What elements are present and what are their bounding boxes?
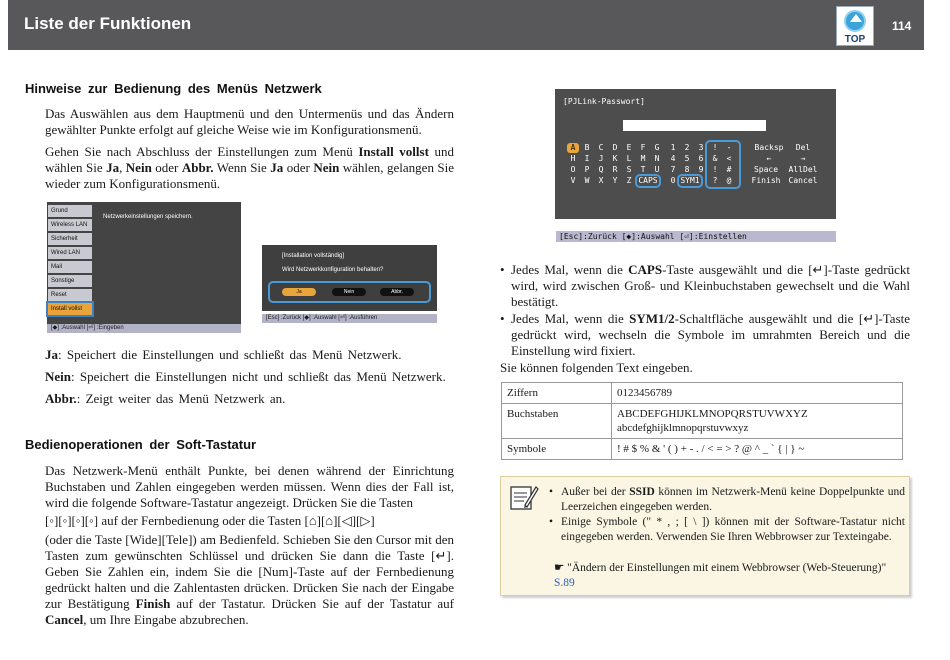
key-sym-hash: # (726, 165, 732, 174)
table-label: Buchstaben (502, 404, 612, 439)
paragraph-install: Gehen Sie nach Abschluss der Einstellungen zum Menü Install vollst und wählen Sie Ja, Nein oder Abbr. Wenn Sie Ja oder Nein wählen, gelangen Sie wieder zum Konfigurationsmenü. (45, 144, 455, 191)
key-N: N (654, 154, 660, 163)
key-sym-question: ? (712, 176, 718, 185)
paragraph-keyboard-2: [◦][◦][◦][◦] auf der Fernbedienung oder die Tasten [⌂][⌂][◁][▷] (45, 513, 375, 528)
table-value: 0123456789 (612, 383, 903, 404)
paragraph-keyboard-3: (oder die Taste [Wide][Tele]) am Bedienfeld. Schieben Sie den Cursor mit den Tasten zum gewünschten Schlüssel und drücken Sie dann die Taste [↵]. Geben Sie Zahlen ein, indem Sie die [Num]-Taste auf der Fernbedienung gedrückt halten und die Zahlentasten drücken. Drücken Sie nach der Eingabe zur Bestätigung Finish auf der Tastatur. Drücken Sie auf der Tastatur auf Cancel, um Ihre Eingabe abzubrechen. (45, 532, 454, 627)
key-6: 6 (698, 154, 704, 163)
key-sym1: SYM1 (680, 176, 700, 185)
key-L: L (626, 154, 632, 163)
bullet-caps: • Jedes Mal, wenn die CAPS-Taste ausgewählt und die [↵]-Taste gedrückt wird, wird zwischen Groß- und Kleinbuchstaben gewechselt und die Wahl bestätigt. (500, 262, 910, 310)
text-intro: Sie können folgenden Text eingeben. (500, 360, 693, 375)
menu-message: Netzwerkeinstellungen speichern. (103, 214, 193, 220)
menu-item-wireless: Wireless LAN (48, 219, 92, 231)
menu-item-wired: Wired LAN (48, 247, 92, 259)
key-Q: Q (598, 165, 604, 174)
menu-item-grund: Grund (48, 205, 92, 217)
key-H: H (570, 154, 576, 163)
key-O: O (570, 165, 576, 174)
key-W: W (584, 176, 590, 185)
section-title-netzwerk: Hinweise zur Bedienung des Menüs Netzwerk (25, 81, 322, 96)
section-title-softtastatur: Bedienoperationen der Soft-Tastatur (25, 437, 257, 452)
key-M: M (640, 154, 646, 163)
key-7: 7 (670, 165, 676, 174)
key-finish: Finish (751, 176, 781, 185)
key-space: Space (753, 165, 779, 174)
key-D: D (612, 143, 618, 152)
table-value: ! # $ % & ' ( ) + - . / < = > ? @ ^ _ ` { | } ~ (612, 439, 903, 460)
up-arrow-icon (850, 14, 862, 22)
key-R: R (612, 165, 618, 174)
note-item-symbols: • Einige Symbole (" * , ; [ \ ]) können mit der Software-Tastatur nicht eingegeben werden. Verwenden Sie Ihren Webbrowser zur Texteingabe. (549, 515, 905, 544)
key-G: G (654, 143, 660, 152)
key-I: I (584, 154, 590, 163)
page-header (8, 0, 924, 50)
dialog-screenshot (262, 245, 437, 311)
key-cancel: Cancel (788, 176, 818, 185)
input-table (501, 382, 903, 460)
key-9: 9 (698, 165, 704, 174)
note-box (500, 476, 910, 596)
key-F: F (640, 143, 646, 152)
paragraph-intro: Das Auswählen aus dem Hauptmenü und den Untermenüs und das Ändern gewählter Punkte erfolgt auf gleiche Weise wie im Konfigurationsmenü. (45, 106, 454, 137)
keyboard-bullets (500, 262, 910, 360)
dialog-button-frame (268, 281, 431, 303)
note-reference: ☛ "Ändern der Einstellungen mit einem Webbrowser (Web-Steuerung)" S.89 (554, 562, 887, 589)
menu-footer: [◆] :Auswahl [⏎] :Eingeben (47, 324, 241, 333)
key-sym-excl: ! (712, 143, 718, 152)
key-C: C (598, 143, 604, 152)
caps-frame (635, 174, 661, 188)
key-3: 3 (698, 143, 704, 152)
key-del: Del (795, 143, 811, 152)
key-right-arrow: → (800, 154, 806, 163)
table-label: Symbole (502, 439, 612, 460)
page-link[interactable]: S.89 (554, 576, 575, 589)
dialog-line2: Wird Netzwerkkonfiguration behalten? (282, 267, 384, 273)
dialog-ja-button: Ja (282, 288, 316, 296)
key-sym-dash: - (726, 143, 732, 152)
key-0: 0 (670, 176, 676, 185)
soft-keyboard (555, 89, 836, 219)
menu-screenshot (47, 202, 241, 324)
menu-item-reset: Reset (48, 289, 92, 301)
sym1-frame (677, 174, 703, 188)
key-A: A (567, 143, 579, 153)
key-V: V (570, 176, 576, 185)
key-B: B (584, 143, 590, 152)
key-5: 5 (684, 154, 690, 163)
header-title: Liste der Funktionen (24, 14, 192, 33)
def-abbr: Abbr.: Zeigt weiter das Menü Netzwerk an. (45, 391, 286, 406)
key-sym-excl-2: ! (712, 165, 718, 174)
table-row (502, 439, 903, 460)
key-4: 4 (670, 154, 676, 163)
key-Y: Y (612, 176, 618, 185)
page-number: 114 (892, 19, 912, 33)
key-T: T (640, 165, 646, 174)
key-U: U (654, 165, 660, 174)
note-pencil-icon (509, 483, 539, 511)
key-sym-at: @ (726, 176, 732, 185)
key-2: 2 (684, 143, 690, 152)
symbol-area-frame (705, 140, 741, 189)
top-label: TOP (844, 34, 866, 45)
table-row (502, 404, 903, 439)
keyboard-footer: [Esc]:Zurück [◆]:Auswahl [⏎]:Einstellen (556, 231, 836, 242)
key-8: 8 (684, 165, 690, 174)
menu-item-mail: Mail (48, 261, 92, 273)
dialog-abbr-button: Abbr. (380, 288, 414, 296)
key-sym-lt: < (726, 154, 732, 163)
keyboard-title: [PJLink-Passwort] (563, 97, 645, 106)
key-S: S (626, 165, 632, 174)
menu-item-sicherheit: Sicherheit (48, 233, 92, 245)
key-E: E (626, 143, 632, 152)
key-1: 1 (670, 143, 676, 152)
dialog-line1: [Installation vollständig] (282, 253, 345, 259)
note-item-ssid: • Außer bei der SSID können im Netzwerk-Menü keine Doppelpunkte und Leerzeichen eingegeben werden. (549, 485, 905, 514)
key-X: X (598, 176, 604, 185)
key-backsp: Backsp (754, 143, 784, 152)
key-alldel: AllDel (788, 165, 818, 174)
paragraph-keyboard-1: Das Netzwerk-Menü enthält Punkte, bei denen während der Einrichtung Buchstaben und Zahlen eingegeben werden müssen. Wenn dies der Fall ist, wird die folgende Software-Tastatur angezeigt. Drücken Sie die Tasten (45, 463, 454, 510)
key-K: K (612, 154, 618, 163)
key-J: J (598, 154, 604, 163)
table-value: ABCDEFGHIJKLMNOPQRSTUVWXYZ abcdefghijklmnopqrstuvwxyz (612, 404, 903, 439)
table-label: Ziffern (502, 383, 612, 404)
menu-item-sonstige: Sonstige (48, 275, 92, 287)
key-sym-amp: & (712, 154, 718, 163)
table-row (502, 383, 903, 404)
top-button[interactable] (836, 6, 874, 46)
dialog-nein-button: Nein (332, 288, 366, 296)
key-Z: Z (626, 176, 632, 185)
key-caps: CAPS (638, 176, 658, 185)
key-P: P (584, 165, 590, 174)
dialog-footer: [Esc] :Zurück [◆] :Auswahl [⏎] :Ausführen (262, 314, 437, 323)
bullet-sym: • Jedes Mal, wenn die SYM1/2-Schaltfläche ausgewählt und die [↵]-Taste gedrückt wird, wechseln die Symbole im umrahmten Bereich und die Einstellung wird fixiert. (500, 311, 910, 359)
menu-list (48, 205, 92, 317)
menu-item-install: Install vollst (48, 303, 92, 315)
def-ja: Ja: Speichert die Einstellungen und schließt das Menü Netzwerk. (45, 347, 402, 362)
note-list (549, 485, 905, 545)
keyboard-input-field (623, 120, 766, 131)
key-left-arrow: ← (766, 154, 772, 163)
def-nein: Nein: Speichert die Einstellungen nicht und schließt das Menü Netzwerk. (45, 369, 446, 384)
